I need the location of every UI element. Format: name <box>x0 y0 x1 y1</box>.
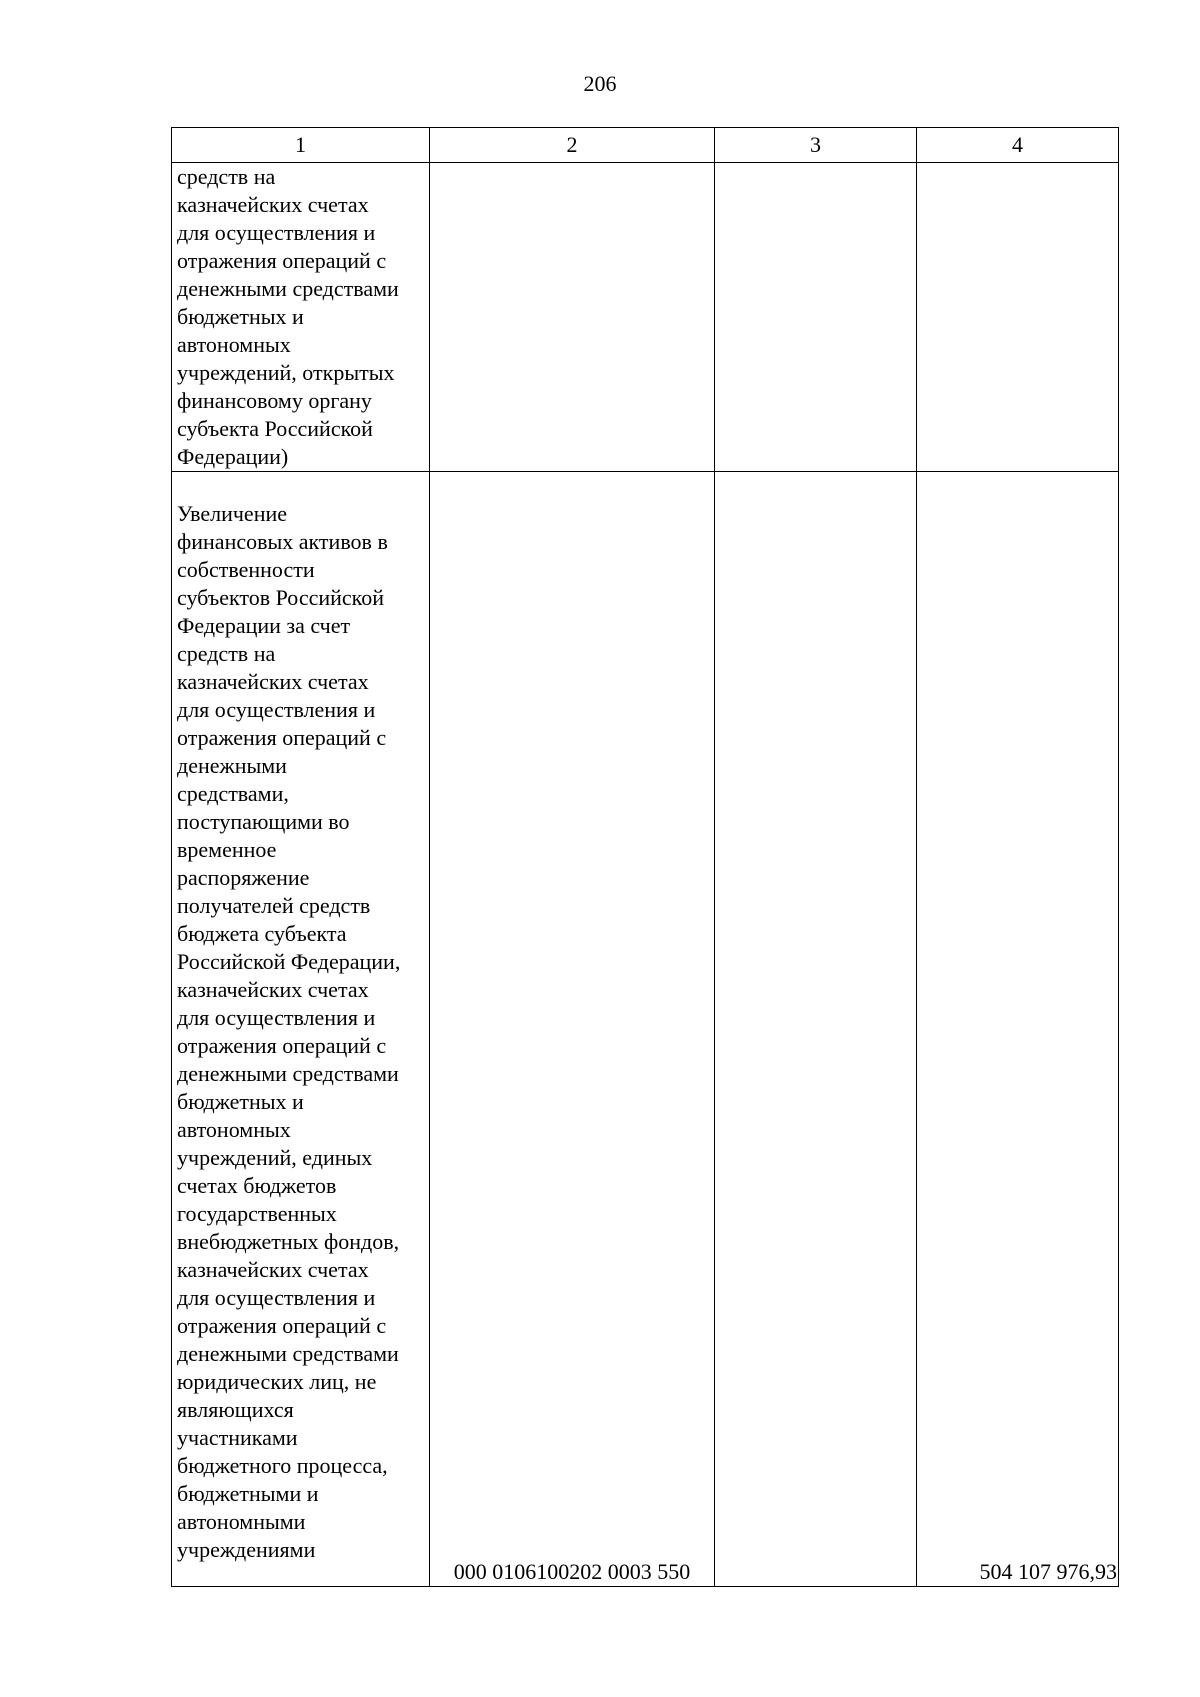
description-line: средств на <box>177 164 276 189</box>
description-line: бюджетных и <box>177 304 304 329</box>
description-line: внебюджетных фондов, <box>177 1229 400 1254</box>
row-code: 000 0106100202 0003 550 <box>430 472 715 1587</box>
description-line: субъектов Российской <box>177 585 385 610</box>
column-header-3: 3 <box>715 128 917 163</box>
description-line: являющихся <box>177 1397 294 1422</box>
description-line: отражения операций с <box>177 1033 387 1058</box>
row-amount <box>917 163 1119 472</box>
description-line: отражения операций с <box>177 725 387 750</box>
description-line: участниками <box>177 1425 298 1450</box>
description-line: бюджетного процесса, <box>177 1453 388 1478</box>
description-line: бюджетными и <box>177 1481 319 1506</box>
description-line: счетах бюджетов <box>177 1173 337 1198</box>
description-line: Увеличение <box>177 501 288 526</box>
description-line: денежными <box>177 753 287 778</box>
description-line: поступающими во <box>177 809 350 834</box>
column-header-4: 4 <box>917 128 1119 163</box>
row-description <box>172 163 430 472</box>
description-line: автономных <box>177 332 291 357</box>
description-line: для осуществления и <box>177 1285 376 1310</box>
row-code <box>430 163 715 472</box>
description-line: субъекта Российской <box>177 416 373 441</box>
description-line: временное <box>177 837 277 862</box>
description-line: отражения операций с <box>177 1313 387 1338</box>
table-row <box>172 163 1119 472</box>
description-line: средствами, <box>177 781 289 806</box>
description-line: казначейских счетах <box>177 977 369 1002</box>
budget-table <box>171 127 1119 1587</box>
description-line: для осуществления и <box>177 1005 376 1030</box>
description-line: казначейских счетах <box>177 669 369 694</box>
description-line: казначейских счетах <box>177 192 369 217</box>
description-line: казначейских счетах <box>177 1257 369 1282</box>
table-header-row <box>172 128 1119 163</box>
description-line: финансовому органу <box>177 388 372 413</box>
description-line: финансовых активов в <box>177 529 388 554</box>
description-line: бюджетных и <box>177 1089 304 1114</box>
description-line: учреждениями <box>177 1537 316 1562</box>
column-header-2: 2 <box>430 128 715 163</box>
description-line: юридических лиц, не <box>177 1369 377 1394</box>
description-line: получателей средств <box>177 893 371 918</box>
description-line: автономных <box>177 1117 291 1142</box>
description-line: денежными средствами <box>177 1061 399 1086</box>
column-header-1: 1 <box>172 128 430 163</box>
description-line: Федерации) <box>177 444 289 469</box>
description-line: Российской Федерации, <box>177 949 401 974</box>
row-description <box>172 472 430 1587</box>
description-line: Федерации за счет <box>177 613 351 638</box>
row-amount: 504 107 976,93 <box>917 472 1119 1587</box>
description-line: средств на <box>177 641 276 666</box>
description-line: государственных <box>177 1201 337 1226</box>
table-row <box>172 472 1119 1587</box>
description-line: отражения операций с <box>177 248 387 273</box>
row-col3 <box>715 163 917 472</box>
description-line: автономными <box>177 1509 306 1534</box>
description-line: для осуществления и <box>177 220 376 245</box>
page-number: 206 <box>583 71 617 96</box>
description-line: денежными средствами <box>177 276 399 301</box>
description-line: бюджета субъекта <box>177 921 347 946</box>
description-line: денежными средствами <box>177 1341 399 1366</box>
description-line: учреждений, открытых <box>177 360 395 385</box>
description-line: для осуществления и <box>177 697 376 722</box>
description-line: распоряжение <box>177 865 310 890</box>
description-line: собственности <box>177 557 315 582</box>
row-col3 <box>715 472 917 1587</box>
description-line: учреждений, единых <box>177 1145 373 1170</box>
